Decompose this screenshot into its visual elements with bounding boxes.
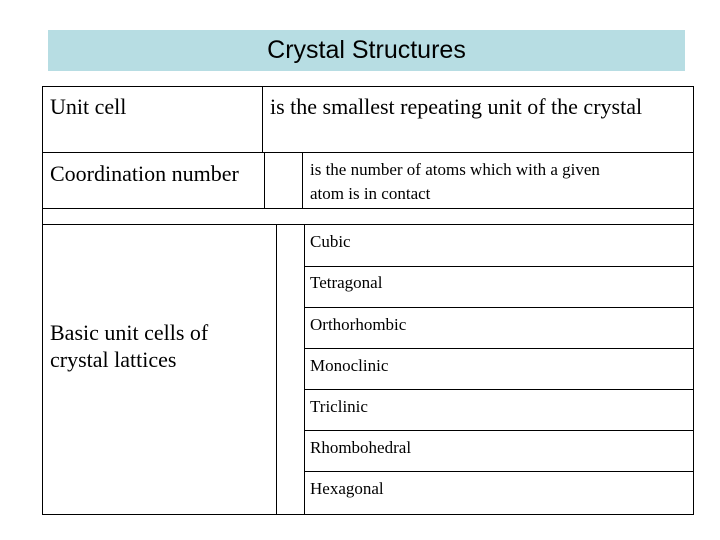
definition-coordination-number-line1: is the number of atoms which with a given (310, 160, 600, 179)
title-bar (48, 30, 685, 71)
column-divider (264, 152, 265, 209)
row-divider (304, 389, 694, 390)
row-divider (304, 307, 694, 308)
term-coordination-number: Coordination number (50, 161, 239, 186)
row-divider (262, 152, 694, 153)
lattice-tetragonal: Tetragonal (310, 273, 383, 292)
row-divider (304, 266, 694, 267)
row-divider (42, 208, 694, 209)
definition-coordination-number-line2: atom is in contact (310, 184, 431, 203)
term-unit-cell: Unit cell (50, 94, 127, 119)
column-divider (302, 152, 303, 209)
row-divider (304, 430, 694, 431)
column-divider (262, 86, 263, 152)
definition-unit-cell: is the smallest repeating unit of the crystal (270, 94, 643, 119)
lattice-cubic: Cubic (310, 232, 351, 251)
row-divider (304, 471, 694, 472)
lattice-monoclinic: Monoclinic (310, 356, 389, 375)
term-basic-unit-cells-line1: Basic unit cells of (50, 320, 209, 345)
row-divider (42, 152, 262, 153)
column-divider (276, 224, 277, 515)
lattice-orthorhombic: Orthorhombic (310, 315, 407, 334)
lattice-hexagonal: Hexagonal (310, 479, 384, 498)
lattice-rhombohedral: Rhombohedral (310, 438, 412, 457)
row-divider (42, 224, 694, 225)
lattice-triclinic: Triclinic (310, 397, 368, 416)
page-title: Crystal Structures (267, 36, 466, 64)
term-basic-unit-cells-line2: crystal lattices (50, 347, 177, 372)
row-divider (304, 348, 694, 349)
